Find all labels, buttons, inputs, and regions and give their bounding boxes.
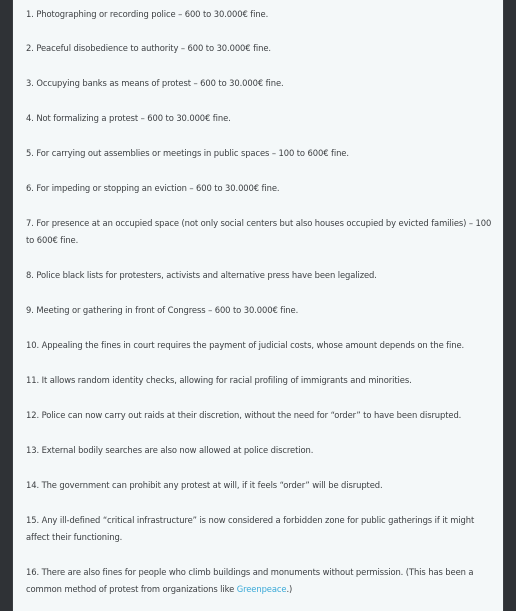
list-item: 6. For impeding or stopping an eviction – 600 to 30.000€ fine. bbox=[26, 183, 280, 193]
list-item: 15. Any ill-defined “critical infrastructure” is now considered a forbidden zone for public gatherings if it might affect their functioning. bbox=[26, 515, 475, 542]
list-item: 7. For presence at an occupied space (not only social centers but also houses occupied by evicted families) – 100 to 600€ fine. bbox=[26, 218, 492, 245]
list-item: 12. Police can now carry out raids at their discretion, without the need for “order” to have been disrupted. bbox=[26, 410, 462, 420]
list-item: 10. Appealing the fines in court requires the payment of judicial costs, whose amount depends on the fine. bbox=[26, 340, 465, 350]
list-item: 9. Meeting or gathering in front of Congress – 600 to 30.000€ fine. bbox=[26, 305, 299, 315]
list-item: 5. For carrying out assemblies or meetings in public spaces – 100 to 600€ fine. bbox=[26, 148, 349, 158]
list-item-text-end: .) bbox=[286, 584, 293, 594]
list-item: 2. Peaceful disobedience to authority – 600 to 30.000€ fine. bbox=[26, 43, 271, 53]
article-body bbox=[12, 0, 504, 611]
list-item: 8. Police black lists for protesters, activists and alternative press have been legalized. bbox=[26, 270, 377, 280]
list-item: 4. Not formalizing a protest – 600 to 30.000€ fine. bbox=[26, 113, 231, 123]
list-item: 3. Occupying banks as means of protest – 600 to 30.000€ fine. bbox=[26, 78, 284, 88]
list-item-text: 16. There are also fines for people who climb buildings and monuments without permission. (This has been a common method of protest from organizations like bbox=[26, 567, 474, 594]
list-item: 11. It allows random identity checks, allowing for racial profiling of immigrants and minorities. bbox=[26, 375, 412, 385]
list-item: 1. Photographing or recording police – 600 to 30.000€ fine. bbox=[26, 9, 269, 19]
list-item: 13. External bodily searches are also now allowed at police discretion. bbox=[26, 445, 314, 455]
list-item bbox=[26, 564, 496, 598]
greenpeace-link[interactable]: Greenpeace bbox=[236, 584, 287, 594]
list-item: 14. The government can prohibit any protest at will, if it feels “order” will be disrupted. bbox=[26, 480, 383, 490]
